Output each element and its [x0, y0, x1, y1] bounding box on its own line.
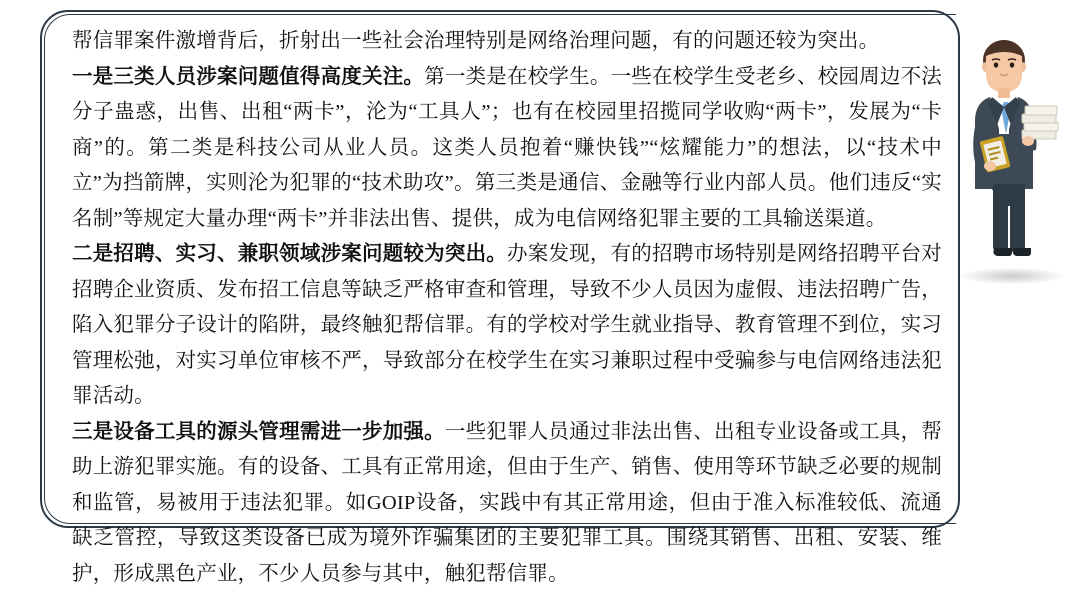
- section-1-lead: 一是三类人员涉案问题值得高度关注。: [72, 66, 424, 88]
- section-3-body: 一些犯罪人员通过非法出售、出租专业设备或工具，帮助上游犯罪实施。有的设备、工具有正常用途，但由于生产、销售、使用等环节缺乏必要的规制和监管，易被用于违法犯罪。如GOIP设备，实践中有其正常用途，但由于准入标准较低、流通缺乏管控，导致这类设备已成为境外诈骗集团的主要犯罪工具。围绕其销售、出租、安装、维护，形成黑色产业，不少人员参与其中，触犯帮信罪。: [72, 421, 942, 585]
- section-1-body: 第一类是在校学生。一些在校学生受老乡、校园周边不法分子蛊惑，出售、出租“两卡”，沦为“工具人”；也有在校园里招揽同学收购“两卡”，发展为“卡商”的。第二类是科技公司从业人员。这类人员抱着“赚快钱”“炫耀能力”的想法，以“技术中立”为挡箭牌，实则沦为犯罪的“技术助攻”。第三类是通信、金融等行业内部人员。他们违反“实名制”等规定大量办理“两卡”并非法出售、提供，成为电信网络犯罪主要的工具输送渠道。: [72, 66, 942, 230]
- document-body: [72, 24, 952, 514]
- paragraph-section-3: [72, 415, 942, 592]
- businessman-with-documents-illustration: [952, 34, 1072, 284]
- section-2-lead: 二是招聘、实习、兼职领域涉案问题较为突出。: [72, 243, 507, 265]
- paragraph-section-1: [72, 60, 942, 238]
- paragraph-intro: 帮信罪案件激增背后，折射出一些社会治理特别是网络治理问题，有的问题还较为突出。: [72, 24, 942, 60]
- section-3-lead: 三是设备工具的源头管理需进一步加强。: [72, 421, 445, 443]
- section-2-body: 办案发现，有的招聘市场特别是网络招聘平台对招聘企业资质、发布招工信息等缺乏严格审查和管理，导致不少人员因为虚假、违法招聘广告，陷入犯罪分子设计的陷阱，最终触犯帮信罪。有的学校对学生就业指导、教育管理不到位，实习管理松弛，对实习单位审核不严，导致部分在校学生在实习兼职过程中受骗参与电信网络违法犯罪活动。: [72, 243, 942, 407]
- paragraph-section-2: [72, 237, 942, 415]
